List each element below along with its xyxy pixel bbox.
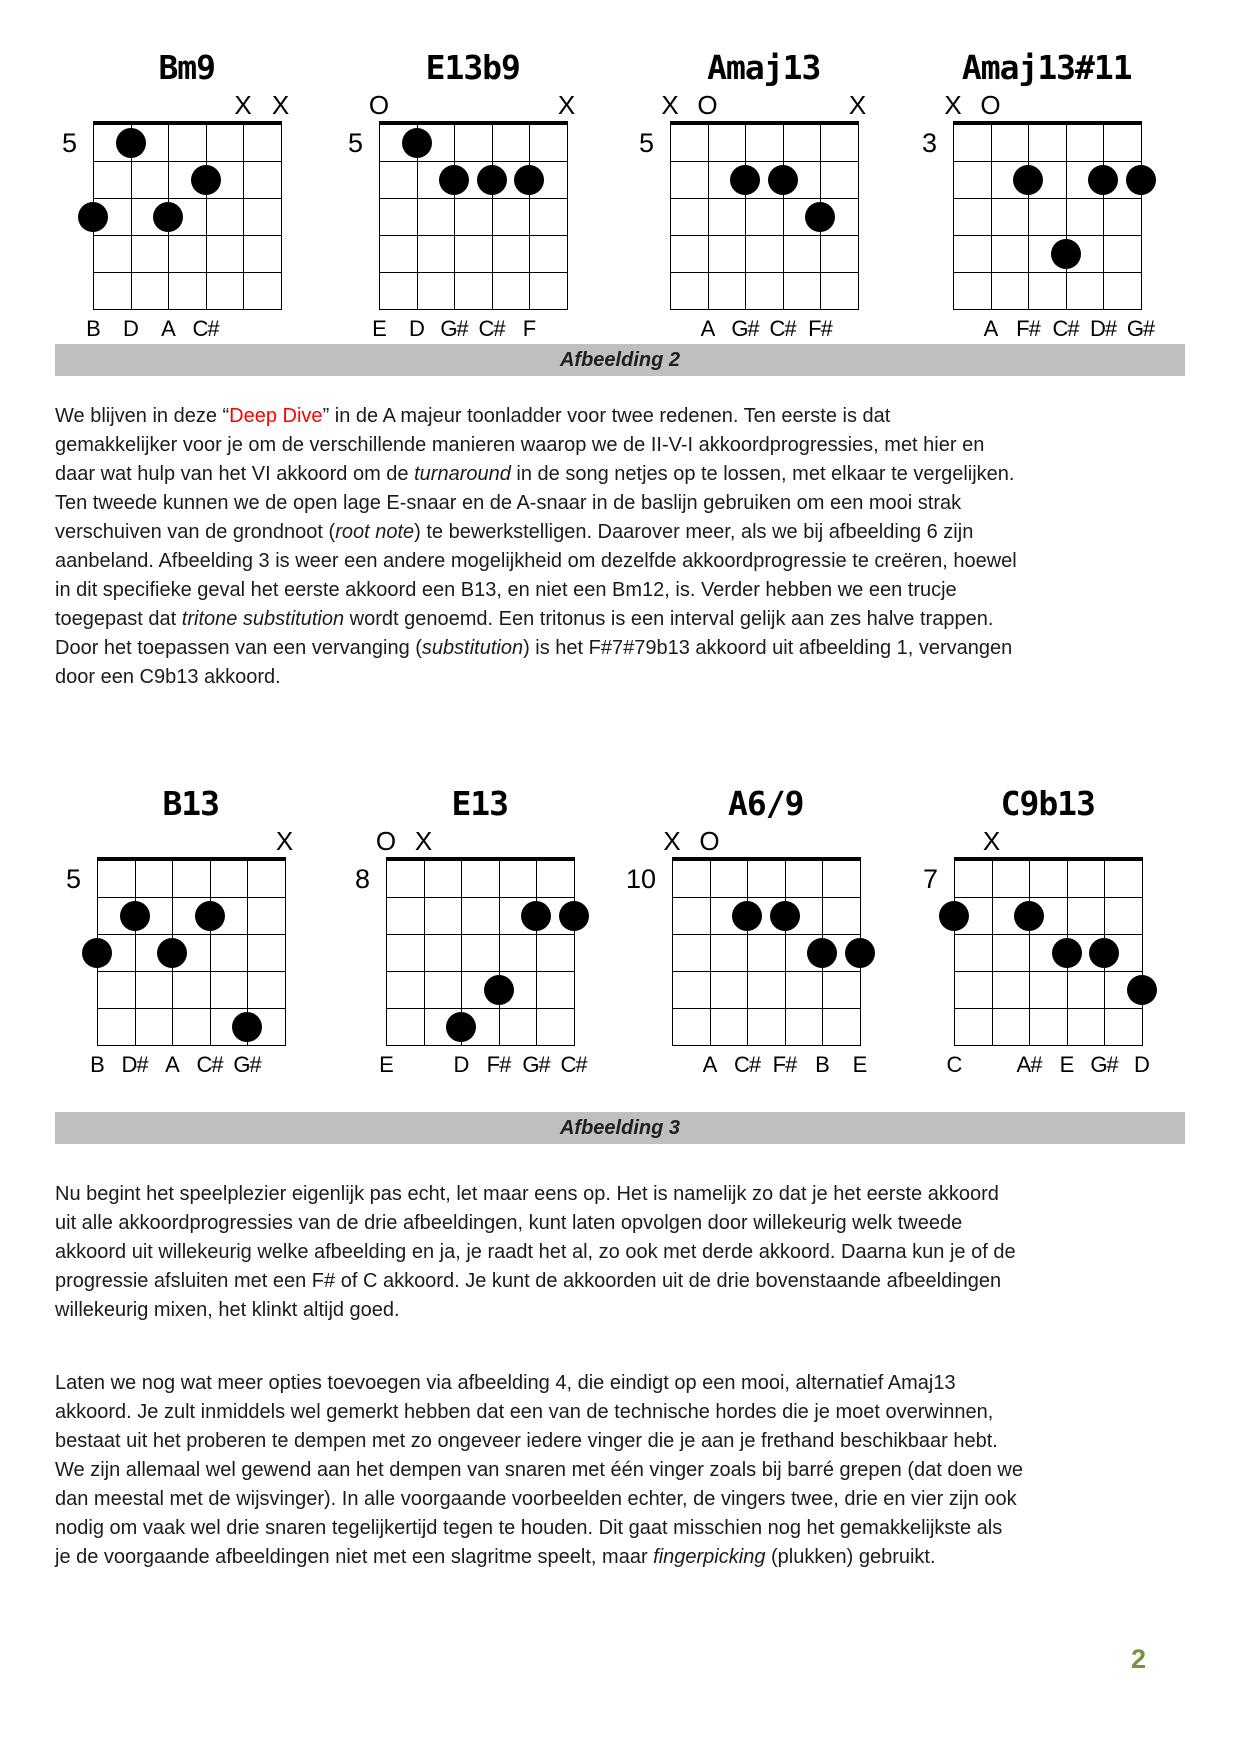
fret-number: 5 bbox=[61, 128, 77, 158]
string-line bbox=[672, 860, 673, 1045]
muted-string-marker: X bbox=[944, 90, 962, 120]
string-line bbox=[386, 860, 387, 1045]
note-label: A bbox=[702, 1052, 717, 1077]
finger-dot bbox=[446, 1012, 476, 1042]
note-label: C# bbox=[192, 316, 219, 341]
chord-name: Amaj13 bbox=[707, 48, 821, 87]
finger-dot bbox=[939, 901, 969, 931]
fret-number: 10 bbox=[625, 864, 656, 894]
figure-caption-bar bbox=[55, 344, 1185, 376]
string-line bbox=[953, 124, 954, 309]
note-label: G# bbox=[1090, 1052, 1118, 1077]
muted-string-marker: X bbox=[271, 90, 290, 120]
note-label: C# bbox=[478, 316, 505, 341]
string-line bbox=[1029, 860, 1030, 1045]
finger-dot bbox=[484, 975, 514, 1005]
italic-text: substitution bbox=[421, 637, 524, 659]
note-label: F# bbox=[772, 1052, 797, 1077]
string-line bbox=[379, 124, 380, 309]
finger-dot bbox=[402, 128, 432, 158]
string-line bbox=[1103, 124, 1104, 309]
finger-dot bbox=[807, 938, 837, 968]
fret-line bbox=[386, 897, 575, 898]
fret-nut bbox=[97, 857, 286, 861]
note-label: A bbox=[700, 316, 715, 341]
finger-dot bbox=[439, 165, 469, 195]
fret-line bbox=[93, 198, 282, 199]
string-line bbox=[1066, 124, 1067, 309]
text-run: ” in de A majeur toonladder voor twee redenen. Ten eerste is dat bbox=[322, 405, 891, 427]
text-run: Door het toepassen van een vervanging ( bbox=[55, 637, 422, 659]
note-label: E bbox=[1059, 1052, 1074, 1077]
fret-line bbox=[670, 309, 859, 310]
text-run: ) te bewerkstelligen. Daarover meer, als we bij afbeelding 6 zijn bbox=[414, 521, 974, 543]
finger-dot bbox=[1051, 239, 1081, 269]
paragraph-line bbox=[55, 1543, 1205, 1572]
fret-nut bbox=[954, 857, 1143, 861]
fret-line bbox=[386, 934, 575, 935]
muted-string-marker: X bbox=[275, 826, 294, 856]
fret-line bbox=[386, 971, 575, 972]
string-line bbox=[745, 124, 746, 309]
fret-number: 5 bbox=[65, 864, 81, 894]
string-line bbox=[1142, 860, 1143, 1045]
paragraph-line bbox=[55, 431, 1205, 460]
fret-number: 7 bbox=[922, 864, 938, 894]
paragraph-line bbox=[55, 460, 1205, 489]
open-string-marker: O bbox=[368, 90, 390, 120]
note-label: D bbox=[409, 316, 424, 341]
chord-name: C9b13 bbox=[1000, 784, 1095, 823]
text-run: willekeurig mixen, het klinkt altijd goed. bbox=[55, 1299, 400, 1321]
fret-line bbox=[97, 897, 286, 898]
finger-dot bbox=[732, 901, 762, 931]
fret-line bbox=[97, 1045, 286, 1046]
string-line bbox=[1028, 124, 1029, 309]
muted-string-marker: X bbox=[663, 826, 681, 856]
note-label: G# bbox=[440, 316, 468, 341]
string-line bbox=[992, 860, 993, 1045]
figure-caption: Afbeelding 2 bbox=[559, 349, 680, 371]
text-run: toegepast dat bbox=[55, 608, 182, 630]
fret-line bbox=[672, 1008, 861, 1009]
text-run: je de voorgaande afbeeldingen niet met een slagritme speelt, maar bbox=[55, 1546, 654, 1568]
text-run: daar wat hulp van het VI akkoord om de bbox=[55, 463, 415, 485]
fret-line bbox=[953, 161, 1142, 162]
paragraph-line bbox=[55, 547, 1205, 576]
note-label: C# bbox=[1052, 316, 1079, 341]
note-label: A bbox=[161, 316, 175, 341]
paragraph-line bbox=[55, 1485, 1205, 1514]
finger-dot bbox=[153, 202, 183, 232]
paragraph-line bbox=[55, 1238, 1205, 1267]
finger-dot bbox=[559, 901, 589, 931]
text-run: in dit specifieke geval het eerste akkoord een B13, en niet een Bm12, is. Verder hebben we een trucje bbox=[55, 579, 957, 601]
text-run: akkoord. Je zult inmiddels wel gemerkt hebben dat een van de technische hordes die je moet overwinnen, bbox=[55, 1401, 994, 1423]
note-label: B bbox=[815, 1052, 829, 1077]
text-run: bestaat uit het proberen te dempen met zo ongeveer iedere vinger die je aan je frethand beschikbaar hebt. bbox=[55, 1430, 998, 1452]
text-run: wordt genoemd. Een tritonus is een interval gelijk aan zes halve trappen. bbox=[344, 608, 994, 630]
string-line bbox=[991, 124, 992, 309]
fret-number: 5 bbox=[638, 128, 654, 158]
paragraph-line bbox=[55, 576, 1205, 605]
fret-line bbox=[386, 1045, 575, 1046]
finger-dot bbox=[521, 901, 551, 931]
string-line bbox=[285, 860, 286, 1045]
italic-text: fingerpicking bbox=[653, 1546, 766, 1568]
muted-string-marker: X bbox=[414, 826, 433, 856]
finger-dot bbox=[1052, 938, 1082, 968]
note-label: F bbox=[522, 316, 536, 341]
paragraph-line bbox=[55, 1296, 1205, 1325]
string-line bbox=[536, 860, 537, 1045]
fret-nut bbox=[672, 857, 861, 861]
finger-dot bbox=[191, 165, 221, 195]
note-label: C# bbox=[196, 1052, 223, 1077]
fret-line bbox=[954, 934, 1143, 935]
string-line bbox=[454, 124, 455, 309]
fret-line bbox=[93, 235, 282, 236]
note-label: G# bbox=[233, 1052, 261, 1077]
string-line bbox=[670, 124, 671, 309]
italic-text: turnaround bbox=[414, 463, 511, 485]
text-run: ) is het F#7#79b13 akkoord uit afbeelding 1, vervangen bbox=[523, 637, 1013, 659]
note-label: E bbox=[379, 1052, 393, 1077]
note-label: G# bbox=[522, 1052, 550, 1077]
finger-dot bbox=[1014, 901, 1044, 931]
fret-line bbox=[379, 198, 568, 199]
note-label: D bbox=[123, 316, 138, 341]
note-label: C# bbox=[560, 1052, 587, 1077]
note-label: A bbox=[983, 316, 998, 341]
note-label: B bbox=[86, 316, 100, 341]
fret-line bbox=[953, 272, 1142, 273]
string-line bbox=[954, 860, 955, 1045]
paragraph-line bbox=[55, 1369, 1205, 1398]
string-line bbox=[499, 860, 500, 1045]
paragraph-line bbox=[55, 1456, 1205, 1485]
muted-string-marker: X bbox=[848, 90, 867, 120]
note-label: G# bbox=[1126, 316, 1155, 341]
page-number: 2 bbox=[1130, 1644, 1146, 1674]
fret-line bbox=[93, 272, 282, 273]
string-line bbox=[529, 124, 530, 309]
text-run: progressie afsluiten met een F# of C akkoord. Je kunt de akkoorden uit de drie bovenstaande afbeeldingen bbox=[55, 1270, 1002, 1292]
fret-line bbox=[954, 897, 1143, 898]
finger-dot bbox=[78, 202, 108, 232]
finger-dot bbox=[805, 202, 835, 232]
note-label: D# bbox=[1089, 316, 1117, 341]
text-run: uit alle akkoordprogressies van de drie afbeeldingen, kunt laten opvolgen door willekeurig welk tweede bbox=[55, 1212, 963, 1234]
string-line bbox=[210, 860, 211, 1045]
fret-nut bbox=[386, 857, 575, 861]
fret-line bbox=[386, 1008, 575, 1009]
note-label: F# bbox=[1016, 316, 1040, 341]
note-label: D# bbox=[121, 1052, 148, 1077]
string-line bbox=[783, 124, 784, 309]
string-line bbox=[574, 860, 575, 1045]
string-line bbox=[785, 860, 786, 1045]
paragraph-line bbox=[55, 1180, 1205, 1209]
note-label: F# bbox=[808, 316, 832, 341]
figure-caption: Afbeelding 3 bbox=[559, 1117, 680, 1139]
note-label: E bbox=[852, 1052, 867, 1077]
string-line bbox=[710, 860, 711, 1045]
muted-string-marker: X bbox=[982, 826, 1001, 856]
paragraph-line bbox=[55, 402, 1205, 431]
finger-dot bbox=[120, 901, 150, 931]
fret-number: 8 bbox=[354, 864, 370, 894]
fret-line bbox=[379, 272, 568, 273]
paragraph-line bbox=[55, 518, 1205, 547]
note-label: D bbox=[1134, 1052, 1149, 1077]
chord-name: Bm9 bbox=[158, 48, 216, 87]
text-run: door een C9b13 akkoord. bbox=[55, 666, 281, 688]
text-run: akkoord uit willekeurig welke afbeelding en ja, je raadt het al, zo ook met derde akkoord. Daarna kun je of de bbox=[55, 1241, 1016, 1263]
text-run: aanbeland. Afbeelding 3 is weer een andere mogelijkheid om dezelfde akkoordprogressie te creëren, hoewel bbox=[55, 550, 1017, 572]
finger-dot bbox=[1126, 165, 1156, 195]
string-line bbox=[747, 860, 748, 1045]
fret-nut bbox=[670, 121, 859, 125]
text-run: Laten we nog wat meer opties toevoegen via afbeelding 4, die eindigt op een mooi, alternatief Amaj13 bbox=[55, 1372, 956, 1394]
text-run: We blijven in deze “ bbox=[55, 405, 230, 427]
fret-line bbox=[953, 309, 1142, 310]
paragraph-line bbox=[55, 634, 1205, 663]
open-string-marker: O bbox=[697, 90, 718, 120]
fret-line bbox=[379, 161, 568, 162]
string-line bbox=[135, 860, 136, 1045]
text-run: We zijn allemaal wel gewend aan het dempen van snaren met één vinger zoals bij barré grepen (dat doen we bbox=[55, 1459, 1023, 1481]
finger-dot bbox=[232, 1012, 262, 1042]
paragraph-line bbox=[55, 605, 1205, 634]
chord-name: B13 bbox=[162, 784, 220, 823]
finger-dot bbox=[116, 128, 146, 158]
chord-name: A6/9 bbox=[728, 784, 804, 823]
muted-string-marker: X bbox=[557, 90, 576, 120]
highlighted-text: Deep Dive bbox=[229, 405, 323, 427]
text-run: gemakkelijker voor je om de verschillende manieren waarop we de II-V-I akkoordprogressies, met hier en bbox=[55, 434, 985, 456]
fret-number: 5 bbox=[347, 128, 363, 158]
note-label: A bbox=[165, 1052, 179, 1077]
finger-dot bbox=[768, 165, 798, 195]
chord-name: E13 bbox=[451, 784, 509, 823]
text-run: in de song netjes op te lossen, met elkaar te vergelijken. bbox=[510, 463, 1015, 485]
finger-dot bbox=[770, 901, 800, 931]
fret-line bbox=[93, 161, 282, 162]
note-label: A# bbox=[1016, 1052, 1042, 1077]
open-string-marker: O bbox=[699, 826, 720, 856]
string-line bbox=[492, 124, 493, 309]
figure-caption-bar bbox=[55, 1112, 1185, 1144]
fret-nut bbox=[93, 121, 282, 125]
fret-nut bbox=[953, 121, 1142, 125]
text-run: Ten tweede kunnen we de open lage E-snaar en de A-snaar in de baslijn gebruiken om een mooi strak bbox=[55, 492, 962, 514]
note-label: G# bbox=[731, 316, 759, 341]
note-label: C# bbox=[733, 1052, 761, 1077]
string-line bbox=[708, 124, 709, 309]
fret-line bbox=[672, 1045, 861, 1046]
note-label: C# bbox=[769, 316, 796, 341]
muted-string-marker: X bbox=[661, 90, 679, 120]
fret-nut bbox=[379, 121, 568, 125]
fret-line bbox=[672, 934, 861, 935]
fret-number: 3 bbox=[921, 128, 937, 158]
fret-line bbox=[954, 971, 1143, 972]
paragraph-line bbox=[55, 1398, 1205, 1427]
italic-text: root note bbox=[335, 521, 415, 543]
paragraph-line bbox=[55, 663, 1205, 692]
finger-dot bbox=[1013, 165, 1043, 195]
finger-dot bbox=[157, 938, 187, 968]
paragraph-line bbox=[55, 1267, 1205, 1296]
finger-dot bbox=[730, 165, 760, 195]
finger-dot bbox=[1089, 938, 1119, 968]
chord-name: Amaj13#11 bbox=[961, 48, 1132, 87]
finger-dot bbox=[477, 165, 507, 195]
note-label: B bbox=[90, 1052, 104, 1077]
fret-line bbox=[97, 971, 286, 972]
fret-line bbox=[379, 235, 568, 236]
text-run: (plukken) gebruikt. bbox=[765, 1546, 936, 1568]
string-line bbox=[567, 124, 568, 309]
fret-line bbox=[93, 309, 282, 310]
text-run: Nu begint het speelplezier eigenlijk pas echt, let maar eens op. Het is namelijk zo dat je het eerste akkoord bbox=[55, 1183, 999, 1205]
string-line bbox=[206, 124, 207, 309]
text-run: dan meestal met de wijsvinger). In alle voorgaande voorbeelden echter, de vingers twee, drie en vier zijn ook bbox=[55, 1488, 1017, 1510]
note-label: C bbox=[946, 1052, 962, 1077]
string-line bbox=[243, 124, 244, 309]
chord-name: E13b9 bbox=[425, 48, 520, 87]
note-label: E bbox=[372, 316, 386, 341]
italic-text: tritone substitution bbox=[181, 608, 345, 630]
paragraph-line bbox=[55, 1209, 1205, 1238]
fret-line bbox=[954, 1008, 1143, 1009]
finger-dot bbox=[1088, 165, 1118, 195]
fret-line bbox=[97, 1008, 286, 1009]
paragraph-line bbox=[55, 489, 1205, 518]
string-line bbox=[281, 124, 282, 309]
fret-line bbox=[672, 897, 861, 898]
fret-line bbox=[670, 198, 859, 199]
muted-string-marker: X bbox=[234, 90, 252, 120]
open-string-marker: O bbox=[980, 90, 1001, 120]
fret-line bbox=[670, 272, 859, 273]
string-line bbox=[424, 860, 425, 1045]
note-label: F# bbox=[486, 1052, 511, 1077]
finger-dot bbox=[845, 938, 875, 968]
text-run: nodig om vaak wel drie snaren tegelijkertijd tegen te houden. Dit gaat misschien nog het gemakkelijkste als bbox=[55, 1517, 1003, 1539]
fret-line bbox=[379, 309, 568, 310]
fret-line bbox=[953, 198, 1142, 199]
string-line bbox=[1141, 124, 1142, 309]
fret-line bbox=[97, 934, 286, 935]
fret-line bbox=[672, 971, 861, 972]
paragraph-line bbox=[55, 1514, 1205, 1543]
fret-line bbox=[670, 161, 859, 162]
note-label: D bbox=[453, 1052, 469, 1077]
finger-dot bbox=[195, 901, 225, 931]
fret-line bbox=[954, 1045, 1143, 1046]
finger-dot bbox=[1127, 975, 1157, 1005]
open-string-marker: O bbox=[375, 826, 397, 856]
finger-dot bbox=[514, 165, 544, 195]
text-run: verschuiven van de grondnoot ( bbox=[55, 521, 336, 543]
finger-dot bbox=[82, 938, 112, 968]
fret-line bbox=[953, 235, 1142, 236]
fret-line bbox=[670, 235, 859, 236]
paragraph-line bbox=[55, 1427, 1205, 1456]
string-line bbox=[858, 124, 859, 309]
